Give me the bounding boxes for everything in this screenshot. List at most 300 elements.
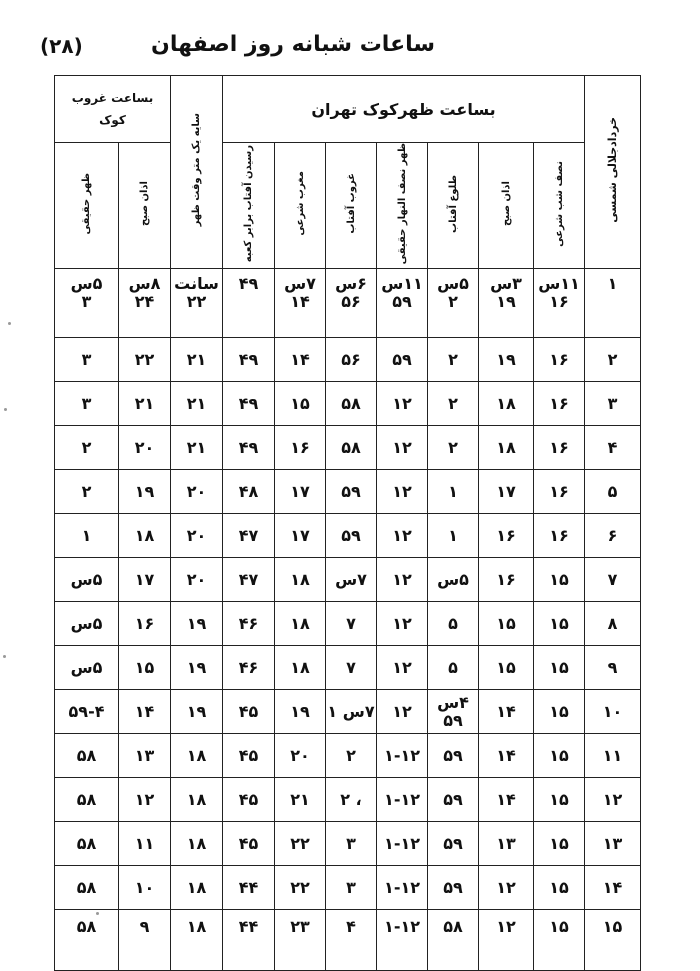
- col-label-sunset: غروب آفتاب: [345, 173, 357, 235]
- cell-value: ۳: [81, 393, 92, 413]
- table-row: [55, 822, 641, 866]
- cell-value: ۱۳: [496, 833, 516, 853]
- cell-value: ۷س ۱: [327, 701, 375, 721]
- cell-noon-sunset: [55, 778, 119, 822]
- cell-dawn: [479, 910, 534, 971]
- cell-value: ۱۸: [186, 877, 207, 897]
- cell-value: ۲۲: [186, 292, 207, 312]
- cell-value: ۱۵: [134, 657, 155, 677]
- cell-qibla: [223, 382, 275, 426]
- cell-value: ۱۷: [134, 569, 155, 589]
- scan-speck: [3, 655, 6, 658]
- cell-dawn: [479, 778, 534, 822]
- timetable: [54, 75, 641, 971]
- cell-value: ۴۷: [238, 569, 259, 589]
- cell-value: ۱۶: [290, 437, 310, 457]
- cell-noon-sunset: [55, 558, 119, 602]
- cell-value: ۱۳: [134, 745, 155, 765]
- cell-sunset: [326, 269, 377, 338]
- col-label-sunrise: طلوع آفتاب: [447, 174, 459, 233]
- cell-midnight: [534, 734, 585, 778]
- cell-maghrib: [275, 602, 326, 646]
- cell-value: ۱۴: [134, 701, 155, 721]
- cell-value: ۱۰: [602, 701, 623, 721]
- cell-value: ۱۸: [290, 613, 310, 633]
- cell-value: ۱۵: [290, 393, 310, 413]
- cell-value: ۵۹: [443, 789, 463, 809]
- cell-qibla: [223, 269, 275, 338]
- cell-value: ۱۹: [496, 292, 516, 312]
- cell-midnight: [534, 470, 585, 514]
- cell-value: ۱۲: [134, 789, 155, 809]
- cell-value: ۲۱: [290, 789, 310, 809]
- cell-maghrib: [275, 646, 326, 690]
- cell-shadow: [171, 734, 223, 778]
- cell-noon: [377, 646, 428, 690]
- cell-value: ۲۳: [290, 917, 310, 937]
- cell-value: ۱۵: [496, 613, 516, 633]
- col-label-qibla: رسیدن آفتاب برابر کعبه: [243, 145, 255, 263]
- cell-value: ۱۶: [549, 393, 569, 413]
- cell-value: ۱۲: [496, 877, 516, 897]
- cell-value: ۲: [607, 349, 618, 369]
- cell-midnight: [534, 690, 585, 734]
- cell-maghrib: [275, 910, 326, 971]
- cell-noon-sunset: [55, 602, 119, 646]
- cell-value: ۴۵: [238, 745, 259, 765]
- cell-value: ۲: [81, 437, 92, 457]
- cell-maghrib: [275, 822, 326, 866]
- cell-shadow: [171, 910, 223, 971]
- cell-dawn-sunset: [119, 822, 171, 866]
- cell-value: ۲۲: [134, 349, 155, 369]
- cell-day: [585, 269, 641, 338]
- cell-value: ۲۴: [134, 292, 155, 312]
- cell-value: ۱۶: [496, 569, 516, 589]
- col-head-shadow: [171, 76, 223, 269]
- cell-value: ۱-۱۲: [384, 877, 420, 897]
- col-head-sunset: [326, 143, 377, 269]
- cell-dawn: [479, 514, 534, 558]
- col-label-noon: ظهر نصف‌ النهار حقیقی: [396, 143, 408, 265]
- cell-value: ۴۶: [238, 657, 259, 677]
- cell-value: ۱۰: [134, 877, 155, 897]
- group-head-tehran: بساعت ظهرکوک تهران: [223, 76, 585, 143]
- cell-qibla: [223, 558, 275, 602]
- cell-value: ۱۷: [496, 481, 516, 501]
- cell-day: [585, 514, 641, 558]
- cell-value: ۱۸: [290, 569, 310, 589]
- cell-value: ۱۲: [392, 657, 412, 677]
- cell-value: ۱۵: [549, 569, 569, 589]
- cell-value: ۱: [81, 525, 92, 545]
- col-head-noon: [377, 143, 428, 269]
- cell-value: ۱۴: [496, 745, 516, 765]
- cell-value: ۱۲: [392, 437, 412, 457]
- cell-value: ۷س: [335, 569, 367, 589]
- cell-value: ۲۱: [134, 393, 155, 413]
- cell-sunset: [326, 470, 377, 514]
- cell-shadow: [171, 382, 223, 426]
- cell-dawn: [479, 269, 534, 338]
- cell-shadow: [171, 269, 223, 338]
- cell-value: ۱۷: [290, 525, 310, 545]
- cell-value: ۱۴: [602, 877, 623, 897]
- cell-value: ۵۶: [341, 292, 361, 312]
- cell-dawn-sunset: [119, 338, 171, 382]
- cell-midnight: [534, 866, 585, 910]
- cell-dawn-sunset: [119, 269, 171, 338]
- cell-value: ۵۹-۴: [68, 701, 105, 721]
- cell-qibla: [223, 866, 275, 910]
- col-head-dawn-sunset: [119, 143, 171, 269]
- cell-day: [585, 646, 641, 690]
- cell-value: ۲۱: [186, 437, 207, 457]
- cell-value: ۵۹: [443, 710, 463, 730]
- cell-sunset: [326, 866, 377, 910]
- cell-value: ۵س: [70, 657, 103, 677]
- cell-noon: [377, 338, 428, 382]
- cell-sunset: [326, 778, 377, 822]
- cell-sunset: [326, 514, 377, 558]
- cell-qibla: [223, 338, 275, 382]
- cell-value: ۴۶: [238, 613, 259, 633]
- col-label-noon-sunset: ظهر حقیقی: [81, 172, 92, 235]
- cell-day: [585, 602, 641, 646]
- cell-noon-sunset: [55, 470, 119, 514]
- cell-value: ۲: [346, 745, 356, 765]
- cell-qibla: [223, 822, 275, 866]
- cell-value: ۵۹: [341, 525, 361, 545]
- cell-value: ۱۹: [134, 481, 155, 501]
- cell-value: ۶س: [335, 274, 367, 294]
- cell-value: ۱۵: [549, 833, 569, 853]
- col-label-dawn: اذان صبح: [500, 181, 512, 227]
- cell-value: ۷: [607, 569, 618, 589]
- cell-value: ۲: [448, 393, 458, 413]
- cell-value: ۲۲: [290, 877, 310, 897]
- cell-midnight: [534, 778, 585, 822]
- cell-sunset: [326, 822, 377, 866]
- cell-value: ۱۹: [496, 349, 516, 369]
- cell-value: ۳: [81, 292, 92, 312]
- cell-sunrise: [428, 470, 479, 514]
- cell-midnight: [534, 269, 585, 338]
- cell-midnight: [534, 558, 585, 602]
- cell-dawn-sunset: [119, 470, 171, 514]
- table-row: [55, 558, 641, 602]
- cell-sunrise: [428, 426, 479, 470]
- cell-noon-sunset: [55, 338, 119, 382]
- cell-value: ۱۲: [392, 481, 412, 501]
- cell-noon: [377, 602, 428, 646]
- cell-value: ۱۴: [496, 701, 516, 721]
- cell-value: ۵۹: [392, 292, 412, 312]
- cell-value: ۱۵: [549, 745, 569, 765]
- cell-sunrise: [428, 558, 479, 602]
- cell-midnight: [534, 514, 585, 558]
- cell-midnight: [534, 602, 585, 646]
- table-row: [55, 866, 641, 910]
- cell-qibla: [223, 910, 275, 971]
- cell-day: [585, 690, 641, 734]
- cell-value: ۵: [607, 481, 618, 501]
- cell-shadow: [171, 866, 223, 910]
- cell-sunset: [326, 690, 377, 734]
- cell-value: ۵۸: [76, 745, 97, 765]
- cell-value: ۱۵: [549, 657, 569, 677]
- cell-noon: [377, 514, 428, 558]
- cell-value: ۱۴: [290, 349, 310, 369]
- cell-day: [585, 338, 641, 382]
- cell-value: ۱۸: [186, 917, 207, 937]
- cell-maghrib: [275, 382, 326, 426]
- cell-value: ۱۳: [602, 833, 623, 853]
- cell-value: ۲: [448, 437, 458, 457]
- cell-maghrib: [275, 690, 326, 734]
- cell-noon: [377, 269, 428, 338]
- cell-value: ۵۹: [443, 833, 463, 853]
- cell-value: ۱۹: [290, 701, 310, 721]
- cell-day: [585, 426, 641, 470]
- cell-value: ۱۸: [186, 833, 207, 853]
- cell-value: ۵۸: [341, 437, 361, 457]
- cell-value: ۱-۱۲: [384, 917, 420, 937]
- cell-value: ۱۲: [392, 701, 412, 721]
- cell-shadow: [171, 778, 223, 822]
- col-head-midnight: [534, 143, 585, 269]
- cell-value: ۱۲: [496, 917, 516, 937]
- cell-value: ۱۴: [290, 292, 310, 312]
- cell-day: [585, 734, 641, 778]
- cell-noon-sunset: [55, 514, 119, 558]
- cell-value: ۱۶: [134, 613, 155, 633]
- table-row: [55, 910, 641, 971]
- cell-day: [585, 910, 641, 971]
- cell-dawn-sunset: [119, 910, 171, 971]
- group-head-sunset: [55, 76, 171, 143]
- cell-shadow: [171, 690, 223, 734]
- cell-value: ۱۷: [290, 481, 310, 501]
- cell-value: ۱۵: [549, 917, 569, 937]
- cell-day: [585, 558, 641, 602]
- cell-value: ۴۷: [238, 525, 259, 545]
- cell-dawn-sunset: [119, 690, 171, 734]
- cell-value: ۴۹: [238, 274, 259, 294]
- col-label-day: خرداد‌جلالی شمسی: [606, 117, 620, 224]
- cell-value: ۵۸: [76, 789, 97, 809]
- cell-value: ۱-۱۲: [384, 833, 420, 853]
- cell-value: ۴: [607, 437, 618, 457]
- cell-dawn: [479, 382, 534, 426]
- cell-value: ۱۸: [186, 789, 207, 809]
- cell-sunset: [326, 426, 377, 470]
- cell-value: ۱۶: [549, 349, 569, 369]
- cell-sunrise: [428, 382, 479, 426]
- table-row: [55, 269, 641, 338]
- cell-value: ۵۹: [443, 877, 463, 897]
- cell-shadow: [171, 470, 223, 514]
- cell-sunrise: [428, 734, 479, 778]
- cell-value: ۱۱: [134, 833, 155, 853]
- cell-midnight: [534, 822, 585, 866]
- cell-noon-sunset: [55, 910, 119, 971]
- cell-qibla: [223, 470, 275, 514]
- cell-maghrib: [275, 269, 326, 338]
- cell-midnight: [534, 426, 585, 470]
- cell-dawn: [479, 602, 534, 646]
- cell-value: ۱۵: [496, 657, 516, 677]
- table-row: [55, 778, 641, 822]
- cell-value: ۲: [448, 349, 458, 369]
- cell-value: ۱: [607, 274, 618, 294]
- cell-sunrise: [428, 338, 479, 382]
- col-head-qibla: [223, 143, 275, 269]
- cell-maghrib: [275, 514, 326, 558]
- cell-noon-sunset: [55, 822, 119, 866]
- cell-dawn: [479, 338, 534, 382]
- cell-value: ۱۸: [186, 745, 207, 765]
- cell-value: ۲۱: [186, 349, 207, 369]
- cell-sunset: [326, 558, 377, 602]
- cell-day: [585, 822, 641, 866]
- cell-value: ۵س: [70, 274, 103, 294]
- cell-qibla: [223, 646, 275, 690]
- cell-value: ۵س: [437, 569, 469, 589]
- page-header: [0, 28, 700, 68]
- cell-dawn: [479, 734, 534, 778]
- cell-day: [585, 470, 641, 514]
- cell-sunrise: [428, 269, 479, 338]
- cell-shadow: [171, 646, 223, 690]
- cell-value: ۳: [81, 349, 92, 369]
- page-number: (۲۸): [40, 34, 83, 58]
- scan-speck: [8, 322, 11, 325]
- cell-sunset: [326, 734, 377, 778]
- cell-value: ۴۵: [238, 833, 259, 853]
- cell-shadow: [171, 822, 223, 866]
- cell-qibla: [223, 514, 275, 558]
- cell-noon: [377, 778, 428, 822]
- cell-value: ۱۶: [549, 481, 569, 501]
- cell-value: ۱۶: [549, 437, 569, 457]
- cell-value: ۴۴: [238, 917, 259, 937]
- cell-value: ۲۲: [290, 833, 310, 853]
- cell-value: ۵س: [437, 274, 469, 294]
- table-row: [55, 426, 641, 470]
- cell-qibla: [223, 602, 275, 646]
- cell-shadow: [171, 558, 223, 602]
- cell-value: ۱۱س: [381, 274, 423, 294]
- cell-value: ۳: [346, 877, 356, 897]
- cell-value: ۹: [139, 917, 150, 937]
- cell-value: ۱۸: [134, 525, 155, 545]
- cell-day: [585, 866, 641, 910]
- cell-noon: [377, 866, 428, 910]
- page-title: ساعات شبانه روز اصفهان: [151, 32, 435, 57]
- cell-value: ۲: [448, 292, 458, 312]
- cell-dawn-sunset: [119, 514, 171, 558]
- cell-noon-sunset: [55, 690, 119, 734]
- cell-value: ۵۸: [341, 393, 361, 413]
- cell-value: ۵۶: [341, 349, 361, 369]
- cell-maghrib: [275, 778, 326, 822]
- col-label-shadow: سایه یک متر وقت ظهر: [191, 113, 203, 227]
- cell-value: ۱-۱۲: [384, 745, 420, 765]
- cell-maghrib: [275, 734, 326, 778]
- table-row: [55, 690, 641, 734]
- cell-value: ۱: [448, 481, 458, 501]
- cell-shadow: [171, 426, 223, 470]
- cell-dawn: [479, 470, 534, 514]
- cell-value: ۳: [346, 833, 356, 853]
- cell-value: ، ۲: [340, 789, 362, 809]
- cell-value: ۴۹: [238, 437, 259, 457]
- cell-value: ۱۲: [392, 569, 412, 589]
- cell-midnight: [534, 646, 585, 690]
- cell-dawn-sunset: [119, 558, 171, 602]
- table-row: [55, 338, 641, 382]
- table-row: [55, 602, 641, 646]
- cell-dawn-sunset: [119, 646, 171, 690]
- cell-value: ۴س: [437, 692, 469, 712]
- cell-noon-sunset: [55, 426, 119, 470]
- group-sunset-line-2: کوک: [99, 113, 126, 127]
- cell-value: ۵۹: [392, 349, 412, 369]
- cell-sunrise: [428, 822, 479, 866]
- scan-speck: [4, 408, 7, 411]
- cell-value: ۴۴: [238, 877, 259, 897]
- cell-value: ۵۸: [76, 833, 97, 853]
- cell-sunset: [326, 910, 377, 971]
- cell-value: ۴۵: [238, 789, 259, 809]
- col-head-day: [585, 76, 641, 269]
- cell-dawn-sunset: [119, 778, 171, 822]
- cell-value: ۴۹: [238, 349, 259, 369]
- cell-value: ۱۹: [186, 613, 207, 633]
- group-sunset-line-1: بساعت غروب: [71, 91, 154, 105]
- cell-sunset: [326, 646, 377, 690]
- cell-value: ۱۲: [602, 789, 623, 809]
- cell-value: ۱۸: [290, 657, 310, 677]
- cell-sunrise: [428, 866, 479, 910]
- col-head-sunrise: [428, 143, 479, 269]
- cell-shadow: [171, 338, 223, 382]
- cell-value: ۵۹: [443, 745, 463, 765]
- cell-value: ۱۹: [186, 701, 207, 721]
- cell-noon: [377, 382, 428, 426]
- cell-maghrib: [275, 426, 326, 470]
- cell-noon: [377, 822, 428, 866]
- col-label-midnight: نصف شب شرعی: [553, 160, 565, 247]
- cell-value: ۱۸: [496, 393, 516, 413]
- cell-sunrise: [428, 778, 479, 822]
- cell-dawn: [479, 866, 534, 910]
- cell-day: [585, 778, 641, 822]
- cell-value: ۱۸: [496, 437, 516, 457]
- cell-value: ۴۵: [238, 701, 259, 721]
- cell-qibla: [223, 426, 275, 470]
- cell-noon: [377, 558, 428, 602]
- cell-maghrib: [275, 338, 326, 382]
- table-row: [55, 734, 641, 778]
- cell-noon: [377, 910, 428, 971]
- cell-maghrib: [275, 470, 326, 514]
- cell-value: ۱۲: [392, 393, 412, 413]
- cell-value: ۵۸: [443, 917, 463, 937]
- cell-dawn-sunset: [119, 382, 171, 426]
- cell-dawn-sunset: [119, 602, 171, 646]
